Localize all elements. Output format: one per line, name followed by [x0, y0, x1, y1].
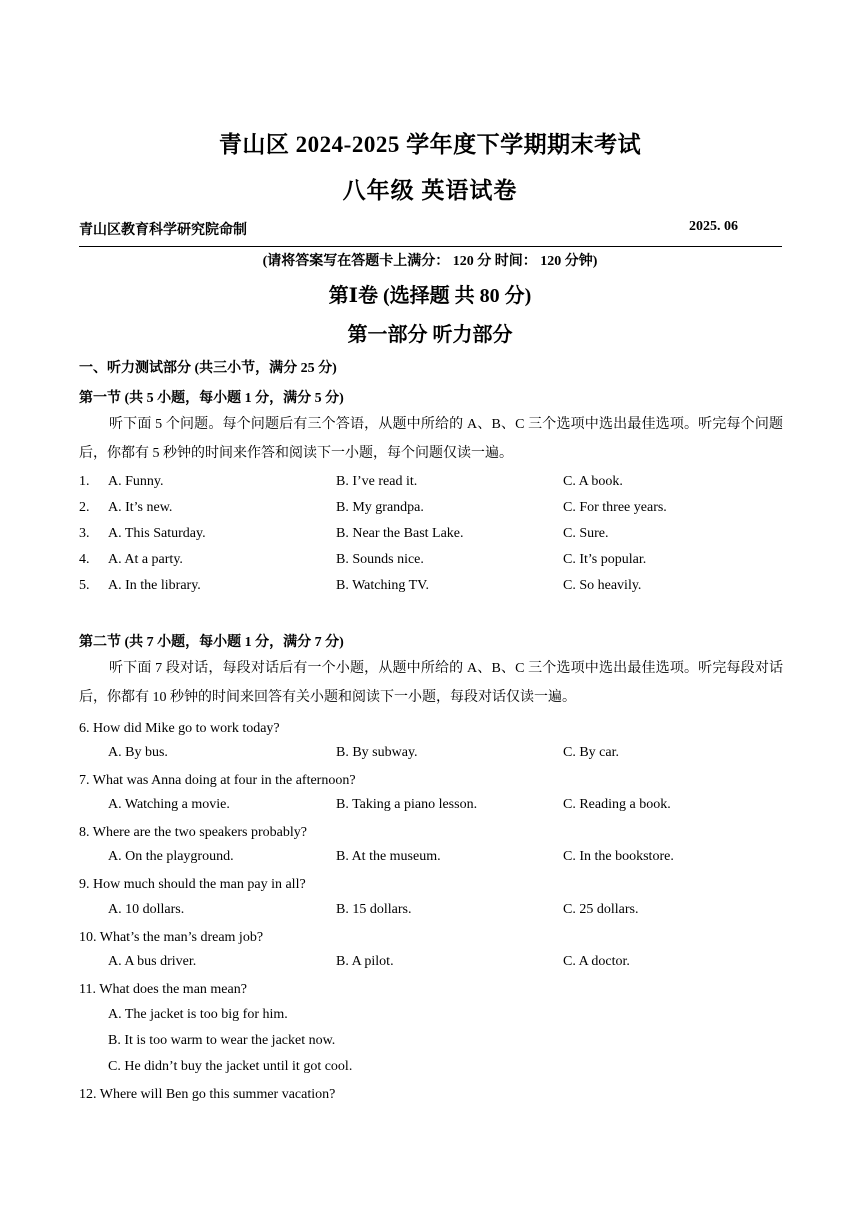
- question-stem: 12. Where will Ben go this summer vacation?: [79, 1087, 336, 1102]
- option-a: A. It’s new.: [108, 500, 173, 515]
- issuer: 青山区教育科学研究院命制: [79, 223, 247, 238]
- option-b: B. It is too warm to wear the jacket now.: [108, 1033, 336, 1048]
- option-c: C. In the bookstore.: [563, 849, 674, 864]
- exam-date: 2025. 06: [689, 219, 738, 234]
- exam-subtitle: 八年级 英语试卷: [342, 178, 518, 203]
- question-stem: 6. How did Mike go to work today?: [79, 721, 280, 736]
- option-a: A. Funny.: [108, 474, 164, 489]
- option-b: B. Watching TV.: [336, 578, 429, 593]
- option-b: B. At the museum.: [336, 849, 441, 864]
- header-divider: [79, 246, 782, 247]
- option-c: C. A doctor.: [563, 954, 630, 969]
- item-number: 4.: [79, 552, 90, 567]
- option-a: A. A bus driver.: [108, 954, 197, 969]
- option-c: C. Reading a book.: [563, 797, 671, 812]
- exam-note: (请将答案写在答题卡上满分： 120 分 时间： 120 分钟): [262, 254, 598, 269]
- option-c: C. It’s popular.: [563, 552, 647, 567]
- option-c: C. For three years.: [563, 500, 667, 515]
- option-b: B. Sounds nice.: [336, 552, 424, 567]
- item-number: 5.: [79, 578, 90, 593]
- option-b: B. Taking a piano lesson.: [336, 797, 478, 812]
- option-c: C. He didn’t buy the jacket until it got cool.: [108, 1059, 353, 1074]
- option-c: C. So heavily.: [563, 578, 642, 593]
- question-stem: 11. What does the man mean?: [79, 982, 247, 997]
- question-stem: 10. What’s the man’s dream job?: [79, 930, 264, 945]
- listening-heading: 一、听力测试部分 (共三小节，满分 25 分): [79, 361, 337, 376]
- option-a: A. Watching a movie.: [108, 797, 230, 812]
- item-number: 2.: [79, 500, 90, 515]
- item-number: 3.: [79, 526, 90, 541]
- option-b: B. My grandpa.: [336, 500, 424, 515]
- option-a: A. The jacket is too big for him.: [108, 1007, 288, 1022]
- volume-title: 第Ⅰ卷 (选择题 共 80 分): [328, 285, 532, 307]
- question-stem: 7. What was Anna doing at four in the afternoon?: [79, 773, 356, 788]
- option-a: A. This Saturday.: [108, 526, 206, 541]
- option-c: C. A book.: [563, 474, 623, 489]
- section1-instructions: 听下面 5 个问题。每个问题后有三个答语，从题中所给的 A、B、C 三个选项中选出最佳选项。听完每个问题后，你都有 5 秒钟的时间来作答和阅读下一小题，每个问题仅读一遍。: [79, 417, 783, 461]
- option-b: B. A pilot.: [336, 954, 394, 969]
- item-number: 1.: [79, 474, 90, 489]
- option-a: A. On the playground.: [108, 849, 234, 864]
- section2-heading: 第二节 (共 7 小题，每小题 1 分，满分 7 分): [79, 635, 344, 650]
- option-c: C. 25 dollars.: [563, 902, 639, 917]
- section2-instructions: 听下面 7 段对话，每段对话后有一个小题，从题中所给的 A、B、C 三个选项中选出最佳选项。听完每段对话后，你都有 10 秒钟的时间来回答有关小题和阅读下一小题，每段对话仅读一遍。: [79, 661, 783, 705]
- option-b: B. 15 dollars.: [336, 902, 412, 917]
- exam-title: 青山区 2024-2025 学年度下学期期末考试: [218, 132, 642, 157]
- option-a: A. In the library.: [108, 578, 201, 593]
- question-stem: 9. How much should the man pay in all?: [79, 877, 306, 892]
- option-b: B. By subway.: [336, 745, 418, 760]
- option-b: B. I’ve read it.: [336, 474, 418, 489]
- option-a: A. By bus.: [108, 745, 168, 760]
- option-a: A. At a party.: [108, 552, 183, 567]
- option-c: C. By car.: [563, 745, 619, 760]
- option-a: A. 10 dollars.: [108, 902, 185, 917]
- option-b: B. Near the Bast Lake.: [336, 526, 464, 541]
- section1-heading: 第一节 (共 5 小题，每小题 1 分，满分 5 分): [79, 391, 344, 406]
- option-c: C. Sure.: [563, 526, 609, 541]
- part-title: 第一部分 听力部分: [347, 324, 513, 346]
- question-stem: 8. Where are the two speakers probably?: [79, 825, 307, 840]
